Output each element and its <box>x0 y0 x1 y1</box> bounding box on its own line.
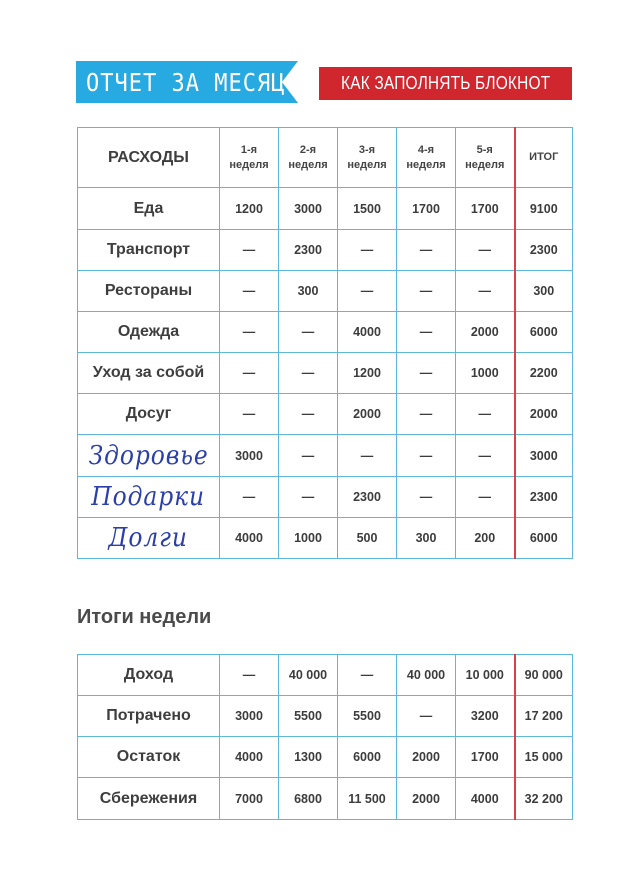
week-4-value: — <box>397 394 456 435</box>
week-3-value: 1500 <box>338 188 397 230</box>
how-to-fill-banner <box>319 67 572 100</box>
row-total: 6000 <box>515 518 573 559</box>
week-3-value: 4000 <box>338 312 397 353</box>
week-5-value: 2000 <box>456 312 515 353</box>
table-row <box>78 696 573 737</box>
row-total: 2300 <box>515 230 573 271</box>
week-5-value: 200 <box>456 518 515 559</box>
row-total: 2300 <box>515 477 573 518</box>
week-1-value: 4000 <box>220 518 279 559</box>
week-4-value: 1700 <box>397 188 456 230</box>
week-4-value: 2000 <box>397 737 456 778</box>
week-3-value: 2300 <box>338 477 397 518</box>
row-total: 2000 <box>515 394 573 435</box>
week-2-value: 2300 <box>279 230 338 271</box>
week-3-value: — <box>338 230 397 271</box>
week-4-value: — <box>397 271 456 312</box>
header-week-4: 4-я неделя <box>397 128 456 188</box>
week-1-value: — <box>220 230 279 271</box>
table-row <box>78 188 573 230</box>
week-3-value: 500 <box>338 518 397 559</box>
week-1-value: 1200 <box>220 188 279 230</box>
row-label: Досуг <box>78 394 220 435</box>
table-row <box>78 477 573 518</box>
table-row <box>78 518 573 559</box>
row-label: Доход <box>78 655 220 696</box>
week-4-value: 40 000 <box>397 655 456 696</box>
week-2-value: — <box>279 394 338 435</box>
row-total: 32 200 <box>515 778 573 820</box>
table-row <box>78 394 573 435</box>
week-3-value: — <box>338 435 397 477</box>
week-5-value: — <box>456 271 515 312</box>
row-total: 2200 <box>515 353 573 394</box>
week-1-value: — <box>220 655 279 696</box>
row-label: Транспорт <box>78 230 220 271</box>
week-5-value: — <box>456 230 515 271</box>
week-2-value: 1300 <box>279 737 338 778</box>
week-3-value: 2000 <box>338 394 397 435</box>
week-4-value: — <box>397 477 456 518</box>
week-5-value: 1700 <box>456 737 515 778</box>
weekly-totals-title: Итоги недели <box>77 606 212 628</box>
row-label: Остаток <box>78 737 220 778</box>
header-week-2: 2-я неделя <box>279 128 338 188</box>
row-label: Уход за собой <box>78 353 220 394</box>
row-label: Рестораны <box>78 271 220 312</box>
row-total: 90 000 <box>515 655 573 696</box>
table-row <box>78 271 573 312</box>
week-5-value: 4000 <box>456 778 515 820</box>
week-3-value: 6000 <box>338 737 397 778</box>
row-label: Потрачено <box>78 696 220 737</box>
week-1-value: — <box>220 394 279 435</box>
week-2-value: 300 <box>279 271 338 312</box>
row-label: Еда <box>78 188 220 230</box>
expenses-header-row <box>78 128 573 188</box>
row-label: Подарки <box>78 477 220 518</box>
week-4-value: — <box>397 353 456 394</box>
week-5-value: 10 000 <box>456 655 515 696</box>
week-4-value: — <box>397 435 456 477</box>
week-4-value: — <box>397 230 456 271</box>
row-label: Одежда <box>78 312 220 353</box>
week-3-value: 5500 <box>338 696 397 737</box>
row-total: 9100 <box>515 188 573 230</box>
row-label: Здоровье <box>78 435 220 477</box>
header-week-1: 1-я неделя <box>220 128 279 188</box>
week-4-value: — <box>397 312 456 353</box>
row-label: Сбережения <box>78 778 220 820</box>
header-total: ИТОГ <box>515 128 573 188</box>
week-1-value: — <box>220 271 279 312</box>
week-2-value: 6800 <box>279 778 338 820</box>
row-total: 300 <box>515 271 573 312</box>
week-2-value: 40 000 <box>279 655 338 696</box>
monthly-report-title: ОТЧЕТ ЗА МЕСЯЦ <box>86 69 286 98</box>
week-4-value: 2000 <box>397 778 456 820</box>
table-row <box>78 230 573 271</box>
week-1-value: — <box>220 477 279 518</box>
row-label: Долги <box>78 518 220 559</box>
row-total: 6000 <box>515 312 573 353</box>
week-1-value: — <box>220 312 279 353</box>
weekly-totals-table <box>77 654 573 820</box>
week-3-value: — <box>338 655 397 696</box>
header-week-3: 3-я неделя <box>338 128 397 188</box>
table-row <box>78 353 573 394</box>
table-row <box>78 435 573 477</box>
week-5-value: 1000 <box>456 353 515 394</box>
header-week-5: 5-я неделя <box>456 128 515 188</box>
week-1-value: 7000 <box>220 778 279 820</box>
table-row <box>78 312 573 353</box>
table-row <box>78 655 573 696</box>
week-4-value: — <box>397 696 456 737</box>
week-5-value: — <box>456 394 515 435</box>
row-total: 15 000 <box>515 737 573 778</box>
week-2-value: — <box>279 435 338 477</box>
week-1-value: 4000 <box>220 737 279 778</box>
week-4-value: 300 <box>397 518 456 559</box>
week-2-value: 5500 <box>279 696 338 737</box>
week-5-value: 3200 <box>456 696 515 737</box>
week-1-value: — <box>220 353 279 394</box>
week-1-value: 3000 <box>220 696 279 737</box>
week-2-value: 1000 <box>279 518 338 559</box>
expenses-table <box>77 127 573 559</box>
table-row <box>78 737 573 778</box>
week-5-value: 1700 <box>456 188 515 230</box>
table-row <box>78 778 573 820</box>
week-2-value: — <box>279 312 338 353</box>
expenses-header-category: РАСХОДЫ <box>78 128 220 188</box>
week-2-value: — <box>279 477 338 518</box>
week-2-value: — <box>279 353 338 394</box>
how-to-fill-title: КАК ЗАПОЛНЯТЬ БЛОКНОТ <box>340 73 551 93</box>
row-total: 3000 <box>515 435 573 477</box>
week-3-value: 1200 <box>338 353 397 394</box>
monthly-report-banner <box>76 59 298 105</box>
week-3-value: — <box>338 271 397 312</box>
row-total: 17 200 <box>515 696 573 737</box>
week-5-value: — <box>456 477 515 518</box>
week-1-value: 3000 <box>220 435 279 477</box>
week-2-value: 3000 <box>279 188 338 230</box>
week-5-value: — <box>456 435 515 477</box>
week-3-value: 11 500 <box>338 778 397 820</box>
